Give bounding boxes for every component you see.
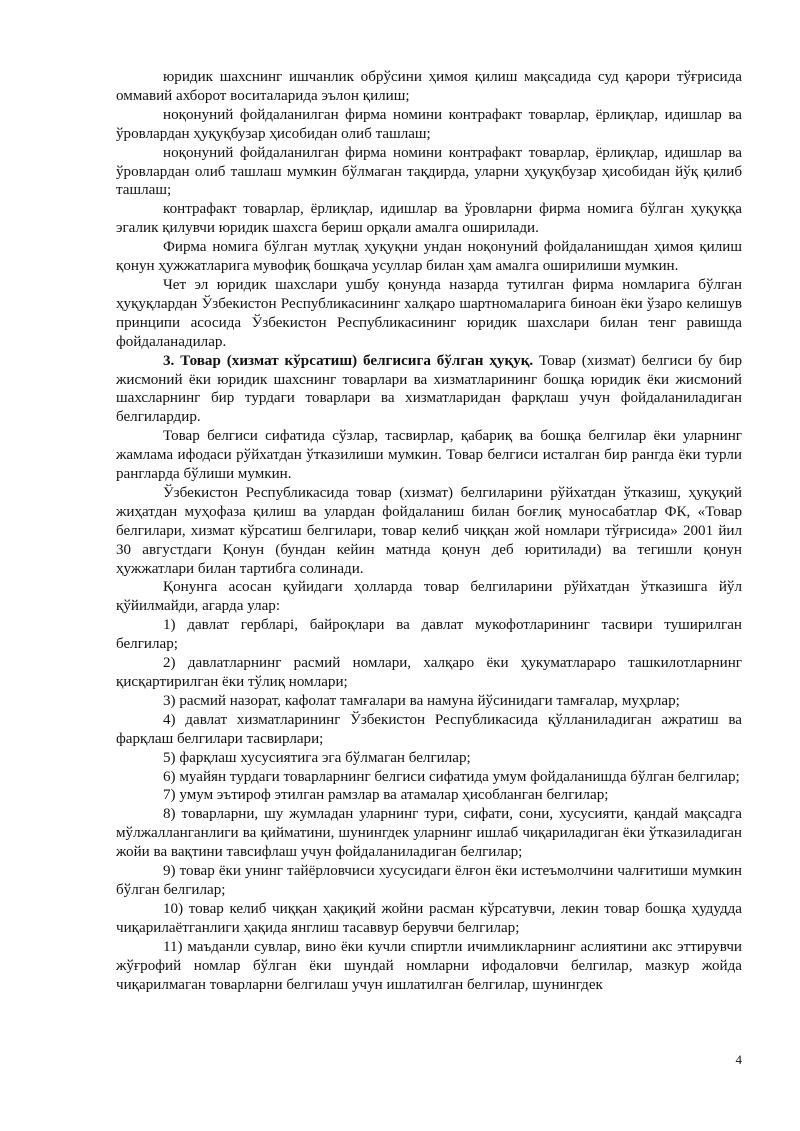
list-item: 8) товарларни, шу жумладан уларнинг тури, сифати, сони, хусусияти, қандай мақсадга мўлжалланганлиги ва қийматини, шунингдек уларнинг ишлаб чиқариладиган ёки ўтказиладиган жойи ва вақтини тавсифлаш учун фойдаланиладиган белгилар; [116, 806, 742, 861]
list-item: 4) давлат хизматларининг Ўзбекистон Республикасида қўлланиладиган ажратиш ва фарқлаш белгилари тасвирлари; [116, 711, 742, 747]
list-item: 1) давлат гербларi, байроқлари ва давлат мукофотларининг тасвири туширилган белгилар; [116, 617, 742, 653]
paragraph: юридик шахснинг ишчанлик обрўсини ҳимоя қилиш мақсадида суд қарори тўғрисида оммавий ахборот воситаларида эълон қилиш; [116, 69, 742, 104]
section-text: Товар (хизмат) белгиси бу бир жисмоний ёки юридик шахснинг товарлари ва хизматларининг бошқа юридик ёки жисмоний шахсларнинг бир турдаги товарлари ва хизматларидан фарқлаш учун фойдаланиладиган белгилардир. [116, 352, 742, 426]
paragraph: контрафакт товарлар, ёрлиқлар, идишлар ва ўровларни фирма номига бўлган ҳуқуққа эгалик қилувчи юридик шахсга бериш орқали амалга оширилади. [116, 201, 742, 237]
section-paragraph [116, 352, 742, 428]
section-heading: 3. Товар (хизмат кўрсатиш) белгисига бўлган ҳуқуқ. [163, 352, 534, 369]
list-item: 9) товар ёки унинг тайёрловчиси хусусидаги ёлғон ёки истеъмолчини чалғитиши мумкин бўлган белгилар; [116, 863, 742, 898]
paragraph: Ўзбекистон Республикасида товар (хизмат) белгиларини рўйхатдан ўтказиш, ҳуқуқий жиҳатдан муҳофаза қилиш ва улардан фойдаланиш билан боғлиқ муносабатлар ФК, «Товар белгилари, хизмат кўрсатиш белгилари, товар келиб чиққан жой номлари тўғрисида» 2001 йил 30 августдаги Қонун (бундан кейин матнда қонун деб юритилади) ва тегишли қонун ҳужжатлари билан тартибга солинади. [116, 484, 742, 577]
list-item: 11) маъданли сувлар, вино ёки кучли спиртли ичимликларнинг аслиятини акс эттирувчи жўғрофий номлар бўлган ёки шундай номларни ифодаловчи белгилар, мазкур жойда чиқарилмаган товарларни белгилаш учун ишлатилган белгилар, шунингдек [116, 938, 742, 993]
paragraph: Товар белгиси сифатида сўзлар, тасвирлар, қабариқ ва бошқа белгилар ёки уларнинг жамлама ифодаси рўйхатдан ўтказилиши мумкин. Товар белгиси исталган бир рангда ёки турли рангларда бўлиши мумкин. [116, 428, 742, 483]
paragraph: Фирма номига бўлган мутлақ ҳуқуқни ундан ноқонуний фойдаланишдан ҳимоя қилиш қонун ҳужжатларига мувофиқ бошқача усуллар билан ҳам амалга оширилиши мумкин. [116, 239, 742, 275]
paragraph: Чет эл юридик шахслари ушбу қонунда назарда тутилган фирма номларига бўлган ҳуқуқлардан Ўзбекистон Республикасининг халқаро шартномаларига биноан ёки ўзаро келишув принципи асосида Ўзбекистон Республикасининг юридик шахслари билан тенг равишда фойдаланадилар. [116, 276, 742, 350]
list-item: 3) расмий назорат, кафолат тамғалари ва намуна йўсинидаги тамғалар, муҳрлар; [163, 692, 680, 709]
page-number: 4 [735, 1052, 742, 1067]
list-item: 2) давлатларнинг расмий номлари, халқаро ёки ҳукуматлараро ташкилотларнинг қисқартирилган ёки тўлиқ номлари; [116, 655, 742, 690]
document-body [116, 68, 742, 994]
paragraph: ноқонуний фойдаланилган фирма номини контрафакт товарлар, ёрлиқлар, идишлар ва ўровлардан олиб ташлаш мумкин бўлмаган тақдирда, уларни ҳуқуқбузар ҳисобидан йўқ қилиб ташлаш; [116, 144, 742, 199]
paragraph: Қонунга асосан қуйидаги ҳолларда товар белгиларини рўйхатдан ўтказишга йўл қўйилмайди, агарда улар: [116, 579, 742, 615]
list-item: 7) умум эътироф этилган рамзлар ва атамалар ҳисобланган белгилар; [163, 787, 609, 804]
list-item: 10) товар келиб чиққан ҳақиқий жойни расман кўрсатувчи, лекин товар бошқа ҳудудда чиқарилаётганлиги ҳақида янглиш тасаввур берувчи белгилар; [116, 900, 742, 936]
list-item: 5) фарқлаш хусусиятига эга бўлмаган белгилар; [163, 749, 471, 766]
paragraph: ноқонуний фойдаланилган фирма номини контрафакт товарлар, ёрлиқлар, идишлар ва ўровлардан ҳуқуқбузар ҳисобидан олиб ташлаш; [116, 106, 742, 142]
list-item: 6) муайян турдаги товарларнинг белгиси сифатида умум фойдаланишда бўлган белгилар; [163, 768, 740, 785]
